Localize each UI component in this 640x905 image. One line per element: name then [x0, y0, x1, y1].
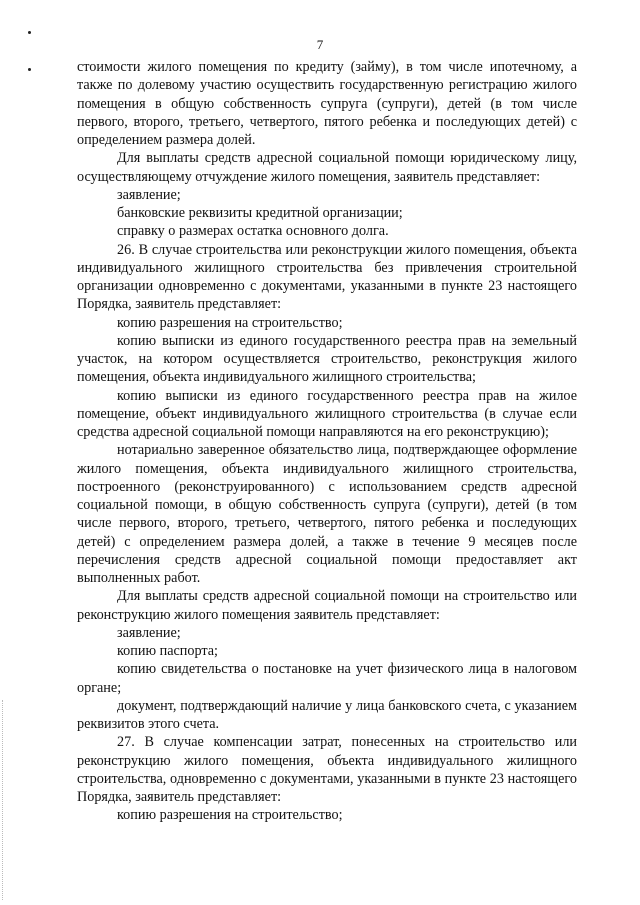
list-item: заявление; [117, 624, 181, 641]
list-item: копию разрешения на строительство; [117, 807, 343, 824]
paragraph: Для выплаты средств адресной социальной помощи на строительство или реконструкцию жилого помещения заявитель представляет: [77, 588, 577, 623]
scan-speck [28, 68, 31, 71]
page-number: 7 [316, 37, 324, 52]
list-item: заявление; [117, 186, 181, 203]
list-item: копию выписки из единого государственного реестра прав на жилое помещение, объект индивидуального жилищного строительства (в случае если средства адресной социальной помощи направляются на его реконструкцию); [77, 387, 577, 440]
scan-speck [28, 31, 31, 34]
clause-26: 26. В случае строительства или реконструкции жилого помещения, объекта индивидуального жилищного строительства без привлечения строительной организации одновременно с документами, указанными в пункте 23 настоящего Порядка, заявитель представляет: [77, 241, 577, 313]
list-item: документ, подтверждающий наличие у лица банковского счета, с указанием реквизитов этого счета. [77, 697, 577, 732]
list-item: копию выписки из единого государственного реестра прав на земельный участок, на котором осуществляется строительство, реконструкция жилого помещения, объекта индивидуального жилищного строительства; [77, 332, 577, 386]
document-body [77, 58, 577, 825]
clause-27: 27. В случае компенсации затрат, понесенных на строительство или реконструкцию жилого помещения, объекта индивидуального жилищного строительства, одновременно с документами, указанными в пункте 23 настоящего Порядка, заявитель представляет: [77, 734, 577, 805]
list-item: копию разрешения на строительство; [117, 314, 343, 331]
paragraph: стоимости жилого помещения по кредиту (займу), в том числе ипотечному, а также по долевому участию осуществить государственную регистрацию жилого помещения в общую собственность супруга (супруги), детей (в том числе первого, второго, третьего, четвертого, пятого ребенка и последующих детей) с определением размера долей. [77, 59, 577, 148]
list-item: копию свидетельства о постановке на учет физического лица в налоговом органе; [77, 661, 577, 696]
paragraph: Для выплаты средств адресной социальной помощи юридическому лицу, осуществляющему отчуждение жилого помещения, заявитель представляет: [77, 150, 577, 185]
list-item: банковские реквизиты кредитной организации; [117, 205, 403, 221]
list-item: копию паспорта; [117, 643, 218, 659]
list-item: справку о размерах остатка основного долга. [117, 223, 389, 240]
scan-margin-line [2, 700, 4, 900]
list-item: нотариально заверенное обязательство лица, подтверждающее оформление жилого помещения, объекта индивидуального жилищного строительства, построенного (реконструированного) с использованием средств адресной социальной помощи, в общую собственность супруга (супруги), детей (в том числе первого, второго, третьего, четвертого, пятого ребенка и последующих детей) с определением размера долей, а также в течение 9 месяцев после перечисления средств адресной социальной помощи предоставляет акт выполненных работ. [77, 442, 577, 586]
